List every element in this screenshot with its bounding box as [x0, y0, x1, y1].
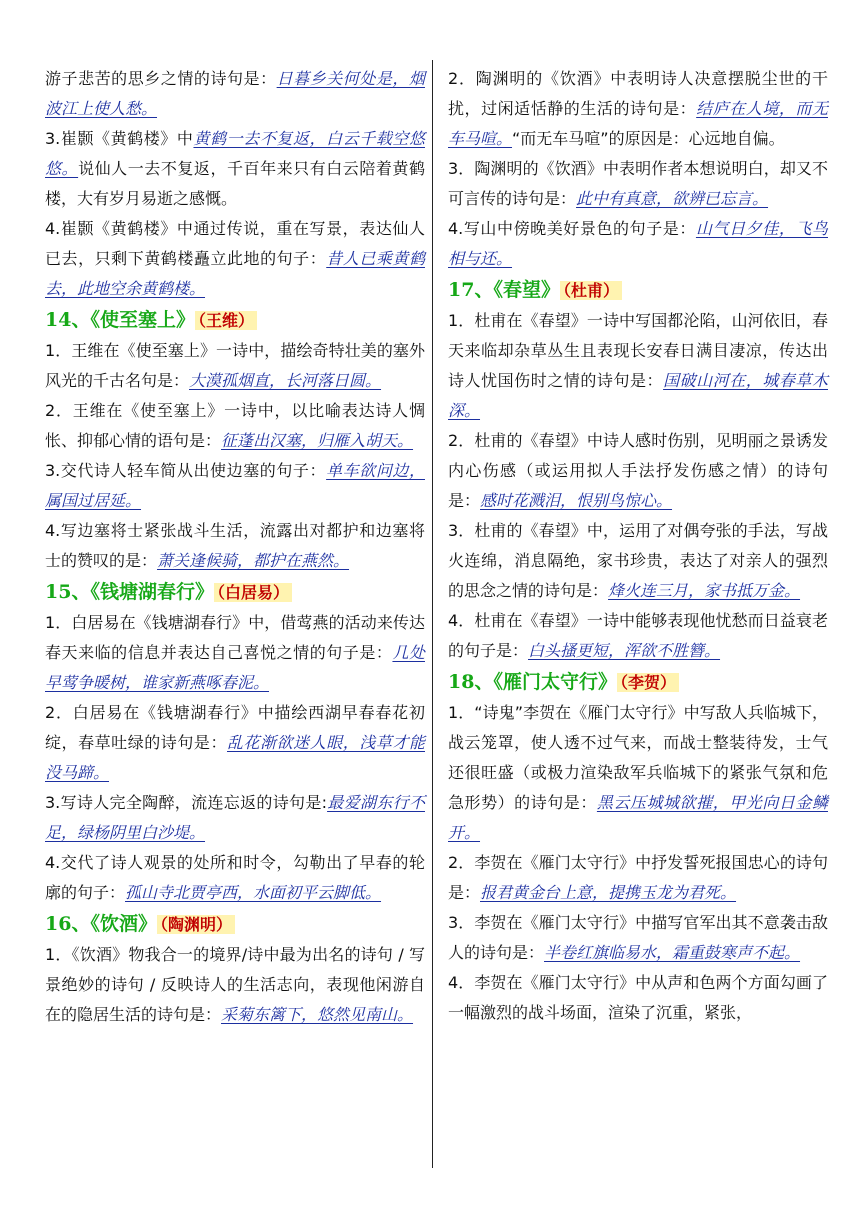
question-text: 2．陶渊明的《饮酒》中表明诗人决意摆脱尘世的干扰，过闲适恬静的生活的诗句是：	[448, 69, 828, 118]
question-item	[45, 64, 425, 124]
poem-title: 《钱塘湖春行》	[90, 581, 214, 603]
question-item	[45, 516, 425, 576]
question-text: 4.写山中傍晚美好景色的句子是：	[448, 219, 696, 238]
answer-text: 单车欲问边，属国过居延。	[45, 461, 425, 510]
question-item	[448, 848, 828, 908]
answer-text: 征蓬出汉塞，归雁入胡天。	[221, 431, 414, 450]
answer-text: 黑云压城城欲摧，甲光向日金鳞开。	[448, 793, 828, 842]
question-text: 2．王维在《使至塞上》一诗中，以比喻表达诗人惆怅、抑郁心情的语句是：	[45, 401, 425, 450]
section-heading	[45, 908, 425, 940]
answer-text: 报君黄金台上意，提携玉龙为君死。	[480, 883, 737, 902]
poem-title: 《饮酒》	[90, 913, 157, 935]
answer-text: 烽火连三月，家书抵万金。	[608, 581, 801, 600]
section-heading	[45, 576, 425, 608]
question-item	[45, 456, 425, 516]
question-text: 4.崔颢《黄鹤楼》中通过传说，重在写景，表达仙人已去，只剩下黄鹤楼矗立此地的句子：	[45, 219, 425, 268]
answer-text: 半卷红旗临易水，霜重鼓寒声不起。	[544, 943, 801, 962]
question-text: 4．杜甫在《春望》一诗中能够表现他忧愁而日益衰老的句子是：	[448, 611, 828, 660]
question-text: 3.交代诗人轻车简从出使边塞的句子：	[45, 461, 327, 480]
question-tail-text: 说仙人一去不复返，千百年来只有白云陪着黄鹤楼，大有岁月易逝之感慨。	[45, 159, 425, 208]
answer-text: 采菊东篱下，悠然见南山。	[221, 1005, 414, 1024]
answer-text: 大漠孤烟直，长河落日圆。	[189, 371, 382, 390]
question-item	[45, 940, 425, 1030]
question-text: 2．白居易在《钱塘湖春行》中描绘西湖早春春花初绽，春草吐绿的诗句是：	[45, 703, 425, 752]
question-text: 3.写诗人完全陶醉，流连忘返的诗句是:	[45, 793, 328, 812]
answer-text: 乱花渐欲迷人眼，浅草才能没马蹄。	[45, 733, 425, 782]
question-item	[448, 516, 828, 606]
answer-text: 最爱湖东行不足，绿杨阴里白沙堤。	[45, 793, 425, 842]
answer-text: 此中有真意，欲辨已忘言。	[576, 189, 769, 208]
section-heading	[448, 666, 828, 698]
section-number: 17、	[448, 279, 494, 301]
answer-text: 萧关逢候骑，都护在燕然。	[157, 551, 350, 570]
section-heading	[448, 274, 828, 306]
question-item	[448, 154, 828, 214]
left-column	[45, 64, 425, 1030]
poem-author: （白居易）	[214, 583, 292, 602]
question-text: 2．杜甫的《春望》中诗人感时伤别，见明丽之景诱发内心伤感（或运用拟人手法抒发伤感之情）的诗句是：	[448, 431, 828, 510]
question-item	[448, 968, 828, 1028]
question-item	[448, 306, 828, 426]
answer-text: 感时花溅泪，恨别鸟惊心。	[480, 491, 673, 510]
question-text: 4.交代了诗人观景的处所和时令，勾勒出了早春的轮廓的句子：	[45, 853, 425, 902]
poem-author: （王维）	[195, 311, 257, 330]
section-number: 15、	[45, 581, 91, 603]
question-text: 3．陶渊明的《饮酒》中表明作者本想说明白，却又不可言传的诗句是：	[448, 159, 828, 208]
question-item	[45, 124, 425, 214]
question-item	[45, 788, 425, 848]
question-text: 1．王维在《使至塞上》一诗中，描绘奇特壮美的塞外风光的千古名句是：	[45, 341, 425, 390]
question-text: 4．李贺在《雁门太守行》中从声和色两个方面勾画了一幅激烈的战斗场面，渲染了沉重，紧张，	[448, 973, 828, 1022]
poem-author: （杜甫）	[560, 281, 622, 300]
column-divider	[432, 60, 433, 1168]
answer-text: 几处早莺争暖树，谁家新燕啄春泥。	[45, 643, 425, 692]
section-number: 14、	[45, 309, 91, 331]
poem-title: 《春望》	[493, 279, 560, 301]
question-text: 1．《饮酒》物我合一的境界/诗中最为出名的诗句 / 写景绝妙的诗句 / 反映诗人的生活志向，表现他闲游自在的隐居生活的诗句是：	[45, 945, 425, 1024]
question-item	[448, 606, 828, 666]
question-item	[45, 608, 425, 698]
question-item	[45, 698, 425, 788]
question-item	[45, 848, 425, 908]
question-item	[45, 396, 425, 456]
answer-text: 国破山河在，城春草木深。	[448, 371, 828, 420]
section-number: 18、	[448, 671, 494, 693]
answer-text: 昔人已乘黄鹤去，此地空余黄鹤楼。	[45, 249, 425, 298]
question-text: 1．杜甫在《春望》一诗中写国都沦陷，山河依旧，春天来临却杂草丛生且表现长安春日满目凄凉，传达出诗人忧国伤时之情的诗句是：	[448, 311, 828, 390]
question-item	[448, 64, 828, 154]
question-text: 3．杜甫的《春望》中，运用了对偶夸张的手法，写战火连绵，消息隔绝，家书珍贵，表达了对亲人的强烈的思念之情的诗句是：	[448, 521, 828, 600]
answer-text: 日暮乡关何处是，烟波江上使人愁。	[45, 69, 425, 118]
question-tail-text: “而无车马喧”的原因是：心远地自偏。	[512, 129, 785, 148]
question-item	[45, 336, 425, 396]
section-number: 16、	[45, 913, 91, 935]
answer-text: 山气日夕佳，飞鸟相与还。	[448, 219, 828, 268]
question-text: 1．“诗鬼”李贺在《雁门太守行》中写敌人兵临城下，战云笼罩，使人透不过气来，而战士整装待发，士气还很旺盛（或极力渲染敌军兵临城下的紧张气氛和危急形势）的诗句是：	[448, 703, 828, 812]
question-item	[448, 908, 828, 968]
question-item	[448, 214, 828, 274]
question-item	[448, 426, 828, 516]
answer-text: 白头搔更短，浑欲不胜簪。	[528, 641, 721, 660]
answer-text: 结庐在人境，而无车马喧。	[448, 99, 828, 148]
question-text: 1．白居易在《钱塘湖春行》中，借莺燕的活动来传达春天来临的信息并表达自己喜悦之情的句子是：	[45, 613, 425, 662]
right-column	[448, 64, 828, 1028]
poem-title: 《雁门太守行》	[493, 671, 617, 693]
answer-text: 孤山寺北贾亭西，水面初平云脚低。	[125, 883, 382, 902]
question-text: 4.写边塞将士紧张战斗生活，流露出对都护和边塞将士的赞叹的是：	[45, 521, 425, 570]
poem-author: （李贺）	[617, 673, 679, 692]
question-item	[448, 698, 828, 848]
poem-author: （陶渊明）	[157, 915, 235, 934]
question-item	[45, 214, 425, 304]
answer-text: 黄鹤一去不复返，白云千载空悠悠。	[45, 129, 425, 178]
poem-title: 《使至塞上》	[90, 309, 195, 331]
question-text: 3.崔颢《黄鹤楼》中	[45, 129, 194, 148]
question-text: 2．李贺在《雁门太守行》中抒发誓死报国忠心的诗句是：	[448, 853, 828, 902]
question-text: 3．李贺在《雁门太守行》中描写官军出其不意袭击敌人的诗句是：	[448, 913, 828, 962]
section-heading	[45, 304, 425, 336]
question-text: 游子悲苦的思乡之情的诗句是：	[45, 69, 277, 88]
